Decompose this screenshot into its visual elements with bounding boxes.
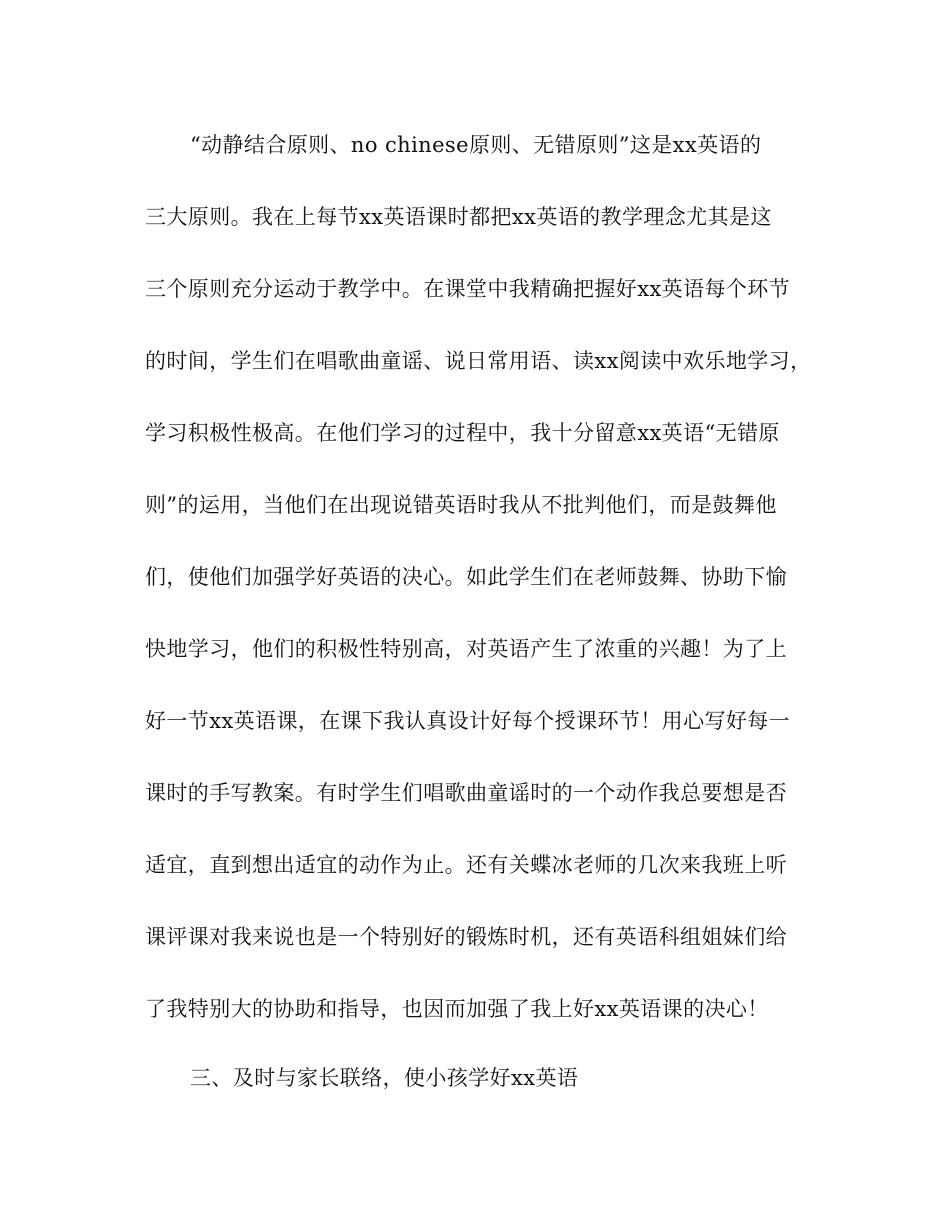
paragraph-line: 三大原则。我在上每节xx英语课时都把xx英语的教学理念尤其是这 (145, 205, 772, 229)
paragraph-line: 则”的运用，当他们在出现说错英语时我从不批判他们，而是鼓舞他 (145, 493, 777, 517)
paragraph-line: 们，使他们加强学好英语的决心。如此学生们在老师鼓舞、协助下愉 (145, 565, 787, 589)
paragraph-line: 三个原则充分运动于教学中。在课堂中我精确把握好xx英语每个环节 (145, 277, 791, 301)
section-heading: 三、及时与家长联络，使小孩学好xx英语 (190, 1066, 579, 1090)
paragraph-line: 的时间，学生们在唱歌曲童谣、说日常用语、读xx阅读中欢乐地学习， (145, 349, 812, 373)
paragraph-line: 好一节xx英语课，在课下我认真设计好每个授课环节！用心写好每一 (145, 709, 791, 733)
paragraph-line: 快地学习，他们的积极性特别高，对英语产生了浓重的兴趣！为了上 (145, 637, 787, 661)
paragraph-line: 课时的手写教案。有时学生们唱歌曲童谣时的一个动作我总要想是否 (145, 781, 787, 805)
paragraph-line: 适宜，直到想出适宜的动作为止。还有关蝶冰老师的几次来我班上听 (145, 853, 787, 877)
paragraph-line: “动静结合原则、no chinese原则、无错原则”这是xx英语的 (190, 133, 762, 157)
paragraph-line: 了我特别大的协助和指导，也因而加强了我上好xx英语课的决心！ (145, 997, 769, 1021)
paragraph-line: 课评课对我来说也是一个特别好的锻炼时机，还有英语科组姐妹们给 (145, 925, 787, 949)
paragraph-line: 学习积极性极高。在他们学习的过程中，我十分留意xx英语“无错原 (145, 421, 780, 445)
